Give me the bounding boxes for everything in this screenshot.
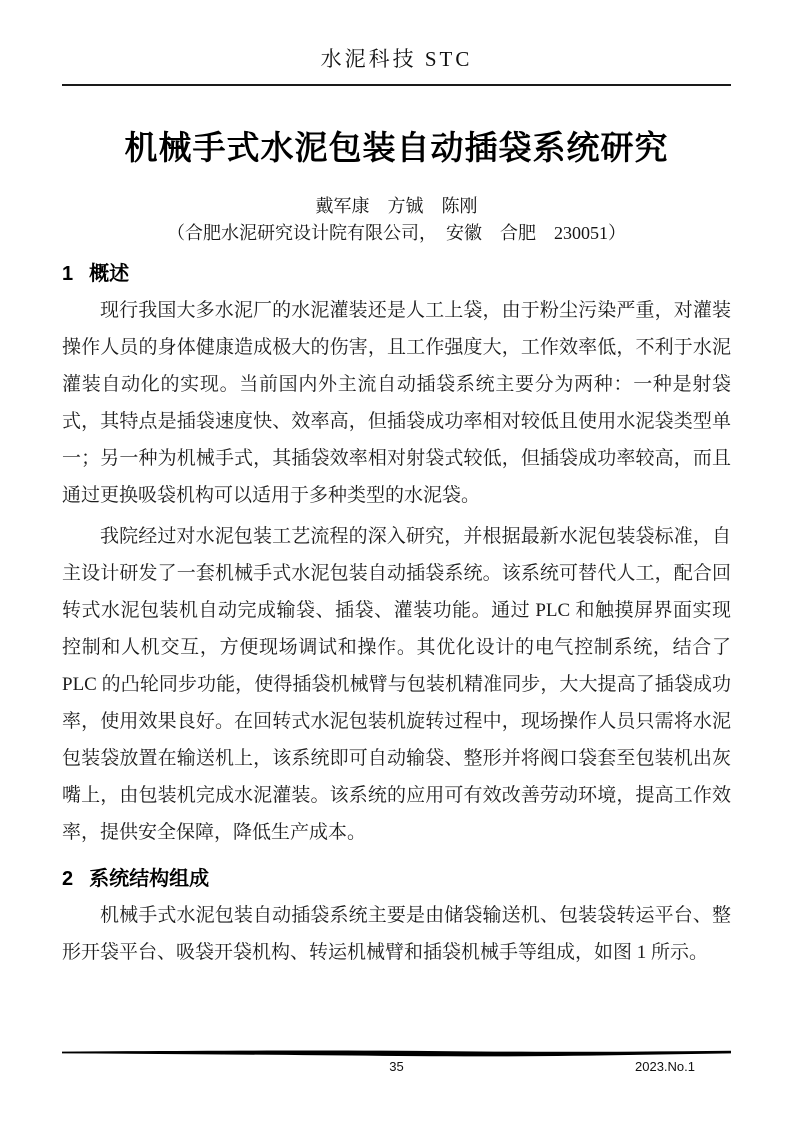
- section-2-number: 2: [62, 868, 74, 890]
- issue-label: 2023.No.1: [635, 1059, 695, 1074]
- article-affiliation: （合肥水泥研究设计院有限公司， 安徽 合肥 230051）: [167, 223, 626, 243]
- section-1-number: 1: [62, 263, 74, 285]
- paragraph-1-1: 现行我国大多水泥厂的水泥灌装还是人工上袋，由于粉尘污染严重，对灌装操作人员的身体健康造成极大的伤害，且工作强度大，工作效率低，不利于水泥灌装自动化的实现。当前国内外主流自动插袋系统主要分为两种：一种是射袋式，其特点是插袋速度快、效率高，但插袋成功率相对较低且使用水泥袋类型单一；另一种为机械手式，其插袋效率相对射袋式较低，但插袋成功率较高，而且通过更换吸袋机构可以适用于多种类型的水泥袋。: [62, 300, 731, 506]
- section-1-title: 概述: [89, 263, 130, 285]
- paragraph-2-1: 机械手式水泥包装自动插袋系统主要是由储袋输送机、包装袋转运平台、整形开袋平台、吸袋开袋机构、转运机械臂和插袋机械手等组成，如图 1 所示。: [62, 905, 731, 963]
- footer-meta: [62, 1058, 731, 1076]
- paragraph-1-2: 我院经过对水泥包装工艺流程的深入研究，并根据最新水泥包装袋标准，自主设计研发了一套机械手式水泥包装自动插袋系统。该系统可替代人工，配合回转式水泥包装机自动完成输袋、插袋、灌装功能。通过 PLC 和触摸屏界面实现控制和人机交互，方便现场调试和操作。其优化设计的电气控制系统，结合了 PLC 的凸轮同步功能，使得插袋机械臂与包装机精准同步，大大提高了插袋成功率，使用效果良好。在回转式水泥包装机旋转过程中，现场操作人员只需将水泥包装袋放置在输送机上，该系统即可自动输袋、整形并将阀口袋套至包装机出灰嘴上，由包装机完成水泥灌装。该系统的应用可有效改善劳动环境，提高工作效率，提供安全保障，降低生产成本。: [62, 526, 731, 843]
- article-authors: 戴军康 方铖 陈刚: [315, 196, 478, 216]
- section-2-heading: [62, 865, 731, 893]
- header-rule: [62, 84, 731, 86]
- article-title: 机械手式水泥包装自动插袋系统研究: [124, 129, 669, 166]
- section-1-heading: [62, 260, 731, 288]
- section-2-title: 系统结构组成: [89, 868, 210, 890]
- footer-rule: [62, 1048, 731, 1058]
- page-footer: [62, 1048, 731, 1076]
- page-number: 35: [389, 1059, 404, 1074]
- journal-name: 水泥科技 STC: [320, 47, 473, 71]
